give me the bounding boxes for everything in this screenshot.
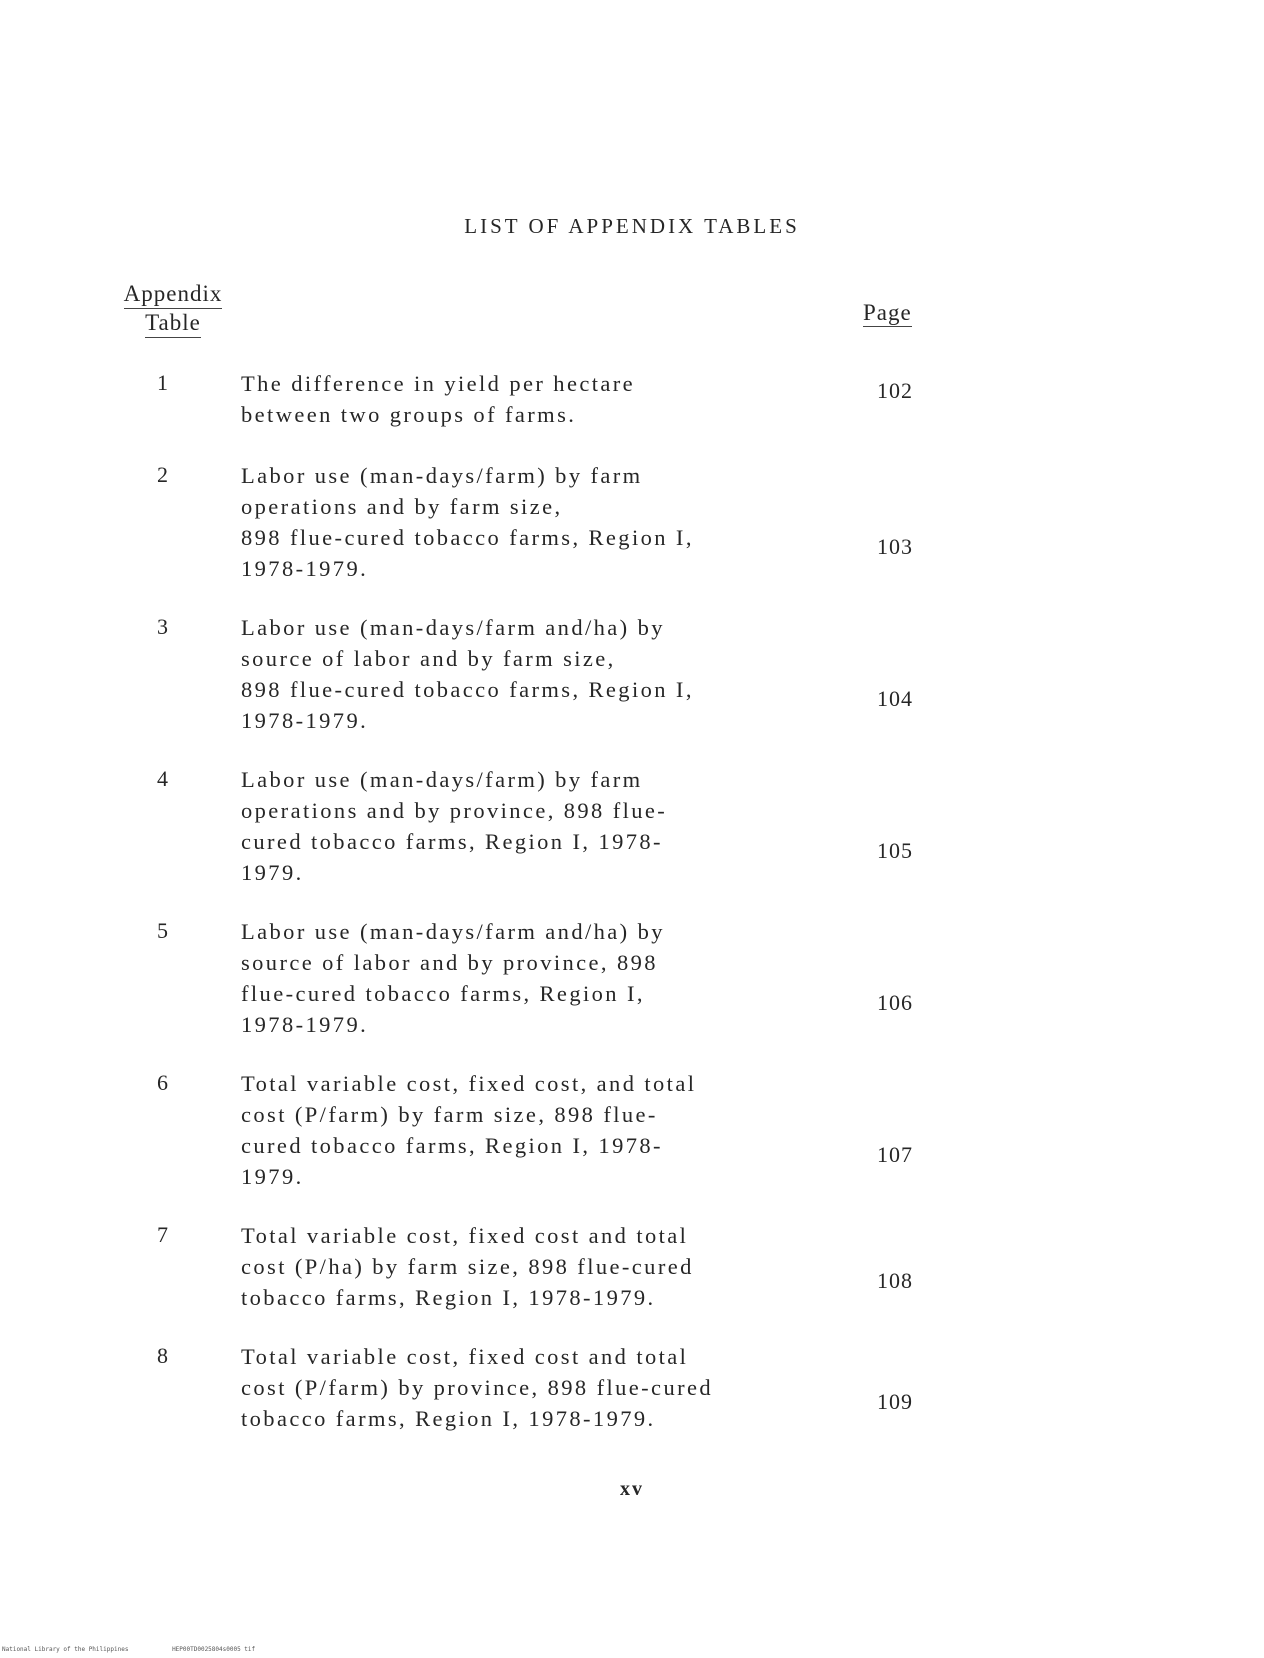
entry-page: 106 — [877, 990, 913, 1015]
entry-page: 104 — [877, 686, 913, 711]
entry-number: 4 — [157, 766, 168, 791]
entry-number: 7 — [157, 1222, 168, 1247]
column-header-line-2: Table — [145, 309, 201, 338]
column-header-line-1: Appendix — [124, 280, 223, 309]
entry-description: Labor use (man-days/farm) by farm operations and by province, 898 flue- cured tobacco farms, Region I, 1978- 1979. — [241, 767, 668, 885]
entry-description: Total variable cost, fixed cost, and total cost (P/farm) by farm size, 898 flue- cured tobacco farms, Region I, 1978- 1979. — [241, 1071, 697, 1189]
entry-page: 108 — [877, 1268, 913, 1293]
column-header-appendix-table — [108, 280, 238, 338]
entry-number: 6 — [157, 1070, 168, 1095]
entry-page: 107 — [877, 1142, 913, 1167]
footer-library: National Library of the Philippines — [2, 1646, 129, 1653]
entry-description: Labor use (man-days/farm and/ha) by source of labor and by province, 898 flue-cured tobacco farms, Region I, 1978-1979. — [241, 919, 665, 1037]
scan-footer — [2, 1646, 295, 1653]
entry-number: 2 — [157, 462, 168, 487]
entry-number: 8 — [157, 1343, 168, 1368]
page-title: LIST OF APPENDIX TABLES — [464, 214, 800, 238]
footer-file-id: HEP00TD0025804s0005 tif — [172, 1646, 256, 1653]
entry-description: Labor use (man-days/farm and/ha) by source of labor and by farm size, 898 flue-cured tobacco farms, Region I, 1978-1979. — [241, 615, 694, 733]
entry-description: Total variable cost, fixed cost and total cost (P/ha) by farm size, 898 flue-cured tobacco farms, Region I, 1978-1979. — [241, 1223, 694, 1310]
entry-description: Total variable cost, fixed cost and total cost (P/farm) by province, 898 flue-cured tobacco farms, Region I, 1978-1979. — [241, 1344, 714, 1431]
entry-page: 102 — [877, 378, 913, 403]
entry-number: 1 — [157, 370, 168, 395]
entry-number: 3 — [157, 614, 168, 639]
entry-description: Labor use (man-days/farm) by farm operations and by farm size, 898 flue-cured tobacco farms, Region I, 1978-1979. — [241, 463, 694, 581]
entry-description: The difference in yield per hectare between two groups of farms. — [241, 371, 636, 427]
entry-page: 103 — [877, 534, 913, 559]
entry-page: 109 — [877, 1389, 913, 1414]
entry-page: 105 — [877, 838, 913, 863]
page-number: xv — [620, 1478, 644, 1500]
entry-number: 5 — [157, 918, 168, 943]
column-header-page: Page — [863, 300, 912, 325]
